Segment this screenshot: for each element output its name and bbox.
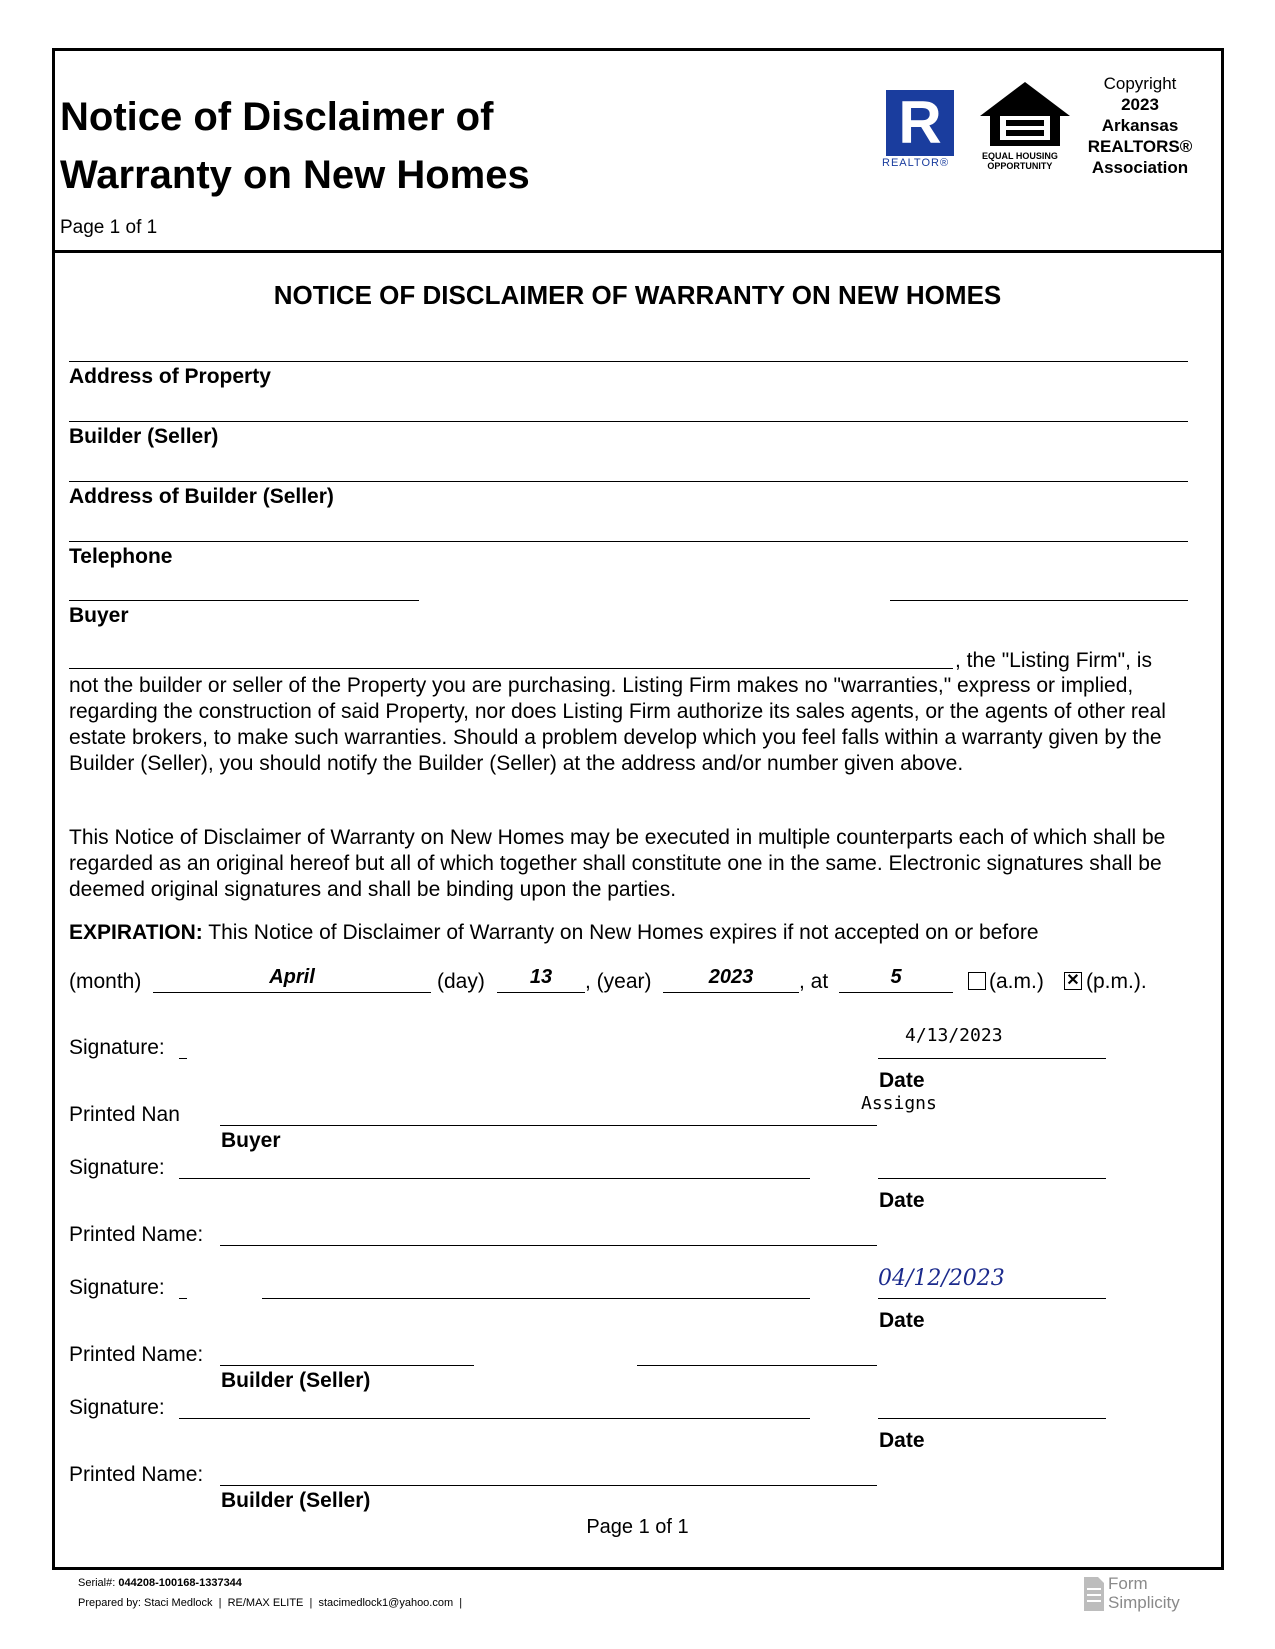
builder-sign-label-3: Builder (Seller) <box>221 1369 371 1392</box>
printed-name-label-3: Printed Name: <box>69 1343 204 1366</box>
bottom-page-number: Page 1 of 1 <box>586 1516 689 1538</box>
address-of-property-line[interactable] <box>69 361 1188 362</box>
header-page-number: Page 1 of 1 <box>60 217 158 238</box>
buyer-line-left[interactable] <box>69 600 419 601</box>
printed-name-label-1: Printed Nan <box>69 1103 180 1126</box>
counterparts-paragraph: This Notice of Disclaimer of Warranty on New Homes may be executed in multiple counterparts each of which shall be regarded as an original hereof but all of which together shall constitute one in the same. Electronic signatures shall be deemed original signatures and shall be binding upon the parties. <box>69 826 1166 901</box>
realtor-logo-letter: R <box>898 89 942 156</box>
date-label-2: Date <box>879 1189 925 1212</box>
form-title-line1: Notice of Disclaimer of <box>60 95 494 139</box>
brand-line1: Form <box>1108 1574 1148 1593</box>
expiration-text: This Notice of Disclaimer of Warranty on New Homes expires if not accepted on or before <box>208 921 1039 944</box>
copyright-year: 2023 <box>1121 95 1159 114</box>
printed-name-label-4: Printed Name: <box>69 1463 204 1486</box>
date-line-4[interactable] <box>878 1418 1106 1419</box>
copyright-org-3: Association <box>1091 158 1189 177</box>
serial-row <box>78 1577 242 1589</box>
time-value[interactable]: 5 <box>890 966 902 988</box>
header-divider <box>52 250 1224 253</box>
at-label: , at <box>799 970 829 993</box>
day-line <box>497 992 585 993</box>
date-label-1: Date <box>879 1069 925 1092</box>
printed-name-label-2: Printed Name: <box>69 1223 204 1246</box>
signature-line-3b[interactable] <box>262 1298 810 1299</box>
year-label: , (year) <box>585 970 652 993</box>
serial-label: Serial#: <box>78 1577 116 1589</box>
day-label: (day) <box>437 970 485 993</box>
builder-sign-label-4: Builder (Seller) <box>221 1489 371 1512</box>
month-line <box>153 992 431 993</box>
pm-label: (p.m.). <box>1086 970 1147 993</box>
builder-seller-label: Builder (Seller) <box>69 425 219 448</box>
address-of-property-label: Address of Property <box>69 365 271 388</box>
assigns-note: Assigns <box>861 1093 937 1114</box>
signature-line-3a[interactable] <box>179 1298 187 1299</box>
month-label: (month) <box>69 970 142 993</box>
signature-label-3: Signature: <box>69 1276 165 1299</box>
listing-firm-line[interactable] <box>69 668 953 669</box>
am-label: (a.m.) <box>989 970 1044 993</box>
buyer-line-right[interactable] <box>890 600 1188 601</box>
month-value[interactable]: April <box>269 966 315 988</box>
copyright-line: Copyright <box>1103 74 1177 93</box>
expiration-label: EXPIRATION: <box>69 921 203 944</box>
date-value-1: 4/13/2023 <box>905 1025 1003 1046</box>
form-simplicity-icon <box>1083 1576 1105 1617</box>
buyer-label: Buyer <box>69 604 129 627</box>
telephone-line[interactable] <box>69 541 1188 542</box>
disclaimer-paragraph: not the builder or seller of the Property you are purchasing. Listing Firm makes no "warranties," express or implied, regarding the construction of said Property, nor does Listing Firm authorize its sales agents, or the agents of other real estate brokers, to make such warranties. Should a problem develop which you feel falls within a warranty given by the Builder (Seller), you should notify the Builder (Seller) at the address and/or number given above. <box>69 674 1166 775</box>
realtor-mark-text: REALTOR® <box>882 157 950 169</box>
signature-line-2[interactable] <box>179 1178 810 1179</box>
printed-name-line-4[interactable] <box>220 1485 877 1486</box>
serial-number: 044208-100168-1337344 <box>118 1577 242 1589</box>
pm-checkbox[interactable]: ✕ <box>1064 972 1082 990</box>
printed-name-line-1[interactable] <box>220 1125 877 1126</box>
copyright-block <box>1082 73 1198 178</box>
equal-housing-icon <box>978 80 1072 153</box>
date-line-3[interactable] <box>878 1298 1106 1299</box>
form-frame <box>52 48 1224 1570</box>
form-simplicity-brand <box>1108 1574 1180 1612</box>
signature-label-4: Signature: <box>69 1396 165 1419</box>
am-checkbox[interactable] <box>968 972 986 990</box>
year-line <box>663 992 799 993</box>
brand-line2: Simplicity <box>1108 1593 1180 1612</box>
time-line <box>839 992 953 993</box>
date-label-4: Date <box>879 1429 925 1452</box>
copyright-org-1: Arkansas <box>1101 116 1179 135</box>
prepared-by: Prepared by: Staci Medlock | RE/MAX ELITE | stacimedlock1@yahoo.com | <box>78 1597 463 1609</box>
year-value[interactable]: 2023 <box>708 966 754 988</box>
printed-name-line-2[interactable] <box>220 1245 877 1246</box>
date-line-2[interactable] <box>878 1178 1106 1179</box>
equal-housing-text: EQUAL HOUSING OPPORTUNITY <box>982 151 1058 171</box>
realtor-logo-icon <box>886 90 954 156</box>
signature-label-2: Signature: <box>69 1156 165 1179</box>
address-of-builder-label: Address of Builder (Seller) <box>69 485 334 508</box>
telephone-label: Telephone <box>69 545 173 568</box>
date-value-3: 04/12/2023 <box>878 1266 1005 1291</box>
day-value[interactable]: 13 <box>529 966 553 988</box>
signature-line-1[interactable] <box>179 1058 187 1059</box>
copyright-org-2: REALTORS® <box>1087 137 1193 156</box>
expiration-row <box>69 921 1039 945</box>
listing-firm-suffix: , the "Listing Firm", is <box>955 649 1152 672</box>
builder-seller-line[interactable] <box>69 421 1188 422</box>
printed-name-line-3b[interactable] <box>637 1365 877 1366</box>
signature-line-4[interactable] <box>179 1418 810 1419</box>
signature-label-1: Signature: <box>69 1036 165 1059</box>
date-line-1[interactable] <box>878 1058 1106 1059</box>
printed-name-line-3a[interactable] <box>220 1365 474 1366</box>
address-of-builder-line[interactable] <box>69 481 1188 482</box>
date-label-3: Date <box>879 1309 925 1332</box>
buyer-sign-label-1: Buyer <box>221 1129 281 1152</box>
form-title-line2: Warranty on New Homes <box>60 153 530 197</box>
form-heading: NOTICE OF DISCLAIMER OF WARRANTY ON NEW HOMES <box>273 280 1002 310</box>
